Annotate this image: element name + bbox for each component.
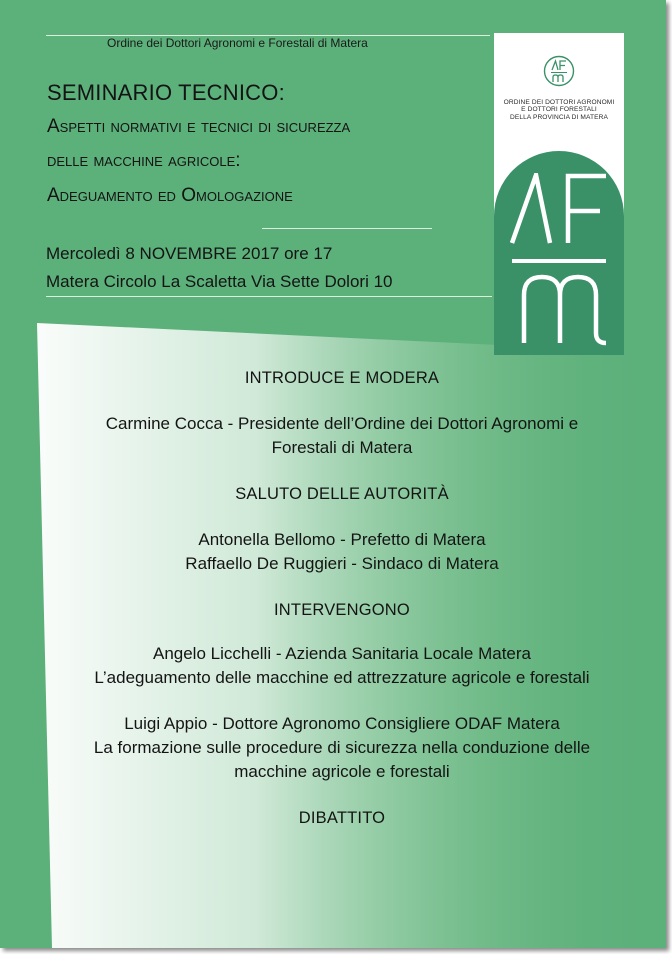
title-rule (262, 228, 432, 229)
intro-heading: INTRODUCE E MODERA (244, 369, 440, 387)
logo-org-name (494, 99, 624, 121)
speaker-1-topic: L’adeguamento delle macchine ed attrezzature agricole e forestali (94, 668, 590, 687)
speaker-1-name: Angelo Licchelli - Azienda Sanitaria Locale Matera (152, 644, 531, 663)
logo-org-line-3: DELLA PROVINCIA DI MATERA (509, 113, 608, 121)
afm-large-logo-icon (506, 173, 612, 349)
speakers-heading: INTERVENGONO (274, 601, 410, 619)
logo-org-line-1: ORDINE DEI DOTTORI AGRONOMI (503, 99, 615, 106)
venue-rule (46, 296, 492, 297)
event-date: Mercoledì 8 NOVEMBRE 2017 ore 17 (46, 244, 333, 263)
seminar-subtitle-line-2: delle macchine agricole: (47, 150, 241, 171)
authority-prefect: Antonella Bellomo - Prefetto di Matera (198, 530, 486, 549)
speaker-2-topic-line-2: macchine agricole e forestali (234, 762, 450, 781)
odaf-logo (494, 33, 624, 355)
program-section (60, 366, 624, 830)
moderator-line-1: Carmine Cocca - Presidente dell’Ordine dei Dottori Agronomi e (105, 414, 579, 433)
event-venue: Matera Circolo La Scaletta Via Sette Dolori 10 (46, 272, 393, 291)
speaker-2-name: Luigi Appio - Dottore Agronomo Consigliere ODAF Matera (124, 714, 560, 733)
org-header: Ordine dei Dottori Agronomi e Forestali di Matera (107, 36, 368, 50)
seminar-subtitle-line-3: Adeguamento ed Omologazione (47, 185, 293, 206)
seminar-title: SEMINARIO TECNICO: (47, 80, 285, 105)
speaker-2-topic-line-1: La formazione sulle procedure di sicurezza nella conduzione delle (93, 738, 591, 757)
seminar-subtitle-line-1: Aspetti normativi e tecnici di sicurezza (47, 116, 351, 137)
authority-mayor: Raffaello De Ruggieri - Sindaco di Matera (185, 554, 499, 573)
logo-org-line-2: E DOTTORI FORESTALI (521, 106, 597, 114)
afm-small-logo-icon (543, 55, 575, 87)
closing-heading: DIBATTITO (298, 809, 386, 827)
moderator-line-2: Forestali di Matera (271, 438, 413, 457)
authorities-heading: SALUTO DELLE AUTORITÀ (235, 485, 449, 503)
